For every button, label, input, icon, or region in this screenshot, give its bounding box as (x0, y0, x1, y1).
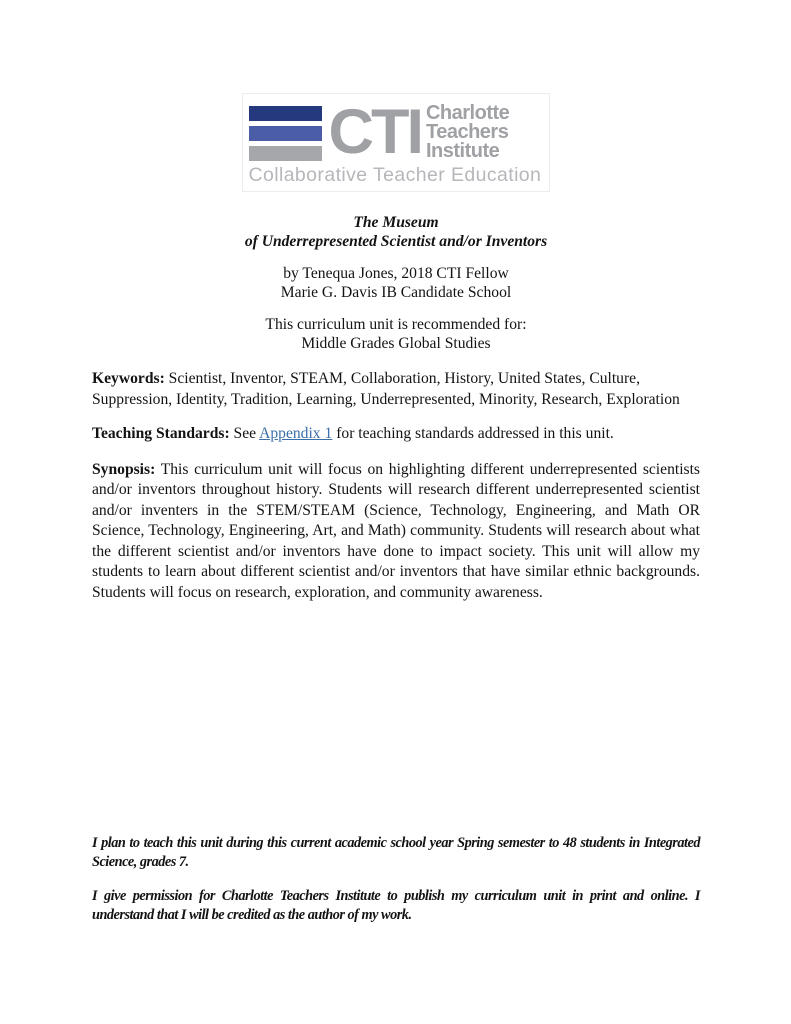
logo-bar-navy (249, 106, 322, 121)
appendix-1-link[interactable]: Appendix 1 (259, 425, 333, 442)
logo-bar-blue (249, 126, 322, 141)
logo-institute-name (426, 100, 509, 161)
teaching-standards-label: Teaching Standards: (92, 425, 230, 442)
byline-school: Marie G. Davis IB Candidate School (280, 283, 512, 301)
unit-title-line2: of Underrepresented Scientist and/or Inventors (244, 233, 548, 250)
cti-logo (242, 93, 550, 192)
publish-permission-note: I give permission for Charlotte Teachers Institute to publish my curriculum unit in print and online. I understand that I will be credited as the author of my work. (92, 888, 700, 923)
unit-title (92, 213, 700, 251)
logo-cti-letters: CTI (328, 97, 421, 167)
byline-author: by Tenequa Jones, 2018 CTI Fellow (283, 265, 509, 282)
recommendation-intro: This curriculum unit is recommended for: (265, 316, 527, 333)
recommendation-subject: Middle Grades Global Studies (301, 334, 491, 352)
teaching-standards-paragraph (92, 424, 700, 445)
byline (92, 265, 700, 302)
logo-bars-icon (249, 100, 322, 161)
synopsis-label: Synopsis: (92, 460, 156, 478)
synopsis-paragraph (92, 460, 700, 604)
unit-title-line1: The Museum (353, 214, 439, 231)
logo-name-line-charlotte: Charlotte (425, 102, 510, 124)
keywords-text: Scientist, Inventor, STEAM, Collaboration, History, United States, Culture, Suppression, Identity, Tradition, Learning, Underrepresented, Minority, Research, Exploration (92, 370, 680, 408)
teaching-standards-post: for teaching standards addressed in this unit. (336, 425, 614, 442)
document-body (0, 213, 791, 925)
teaching-standards-pre: See (233, 425, 257, 442)
recommendation-block (92, 316, 700, 353)
logo-name-line-teachers: Teachers (425, 121, 509, 143)
synopsis-text: This curriculum unit will focus on highlighting different underrepresented scientists and/or inventors throughout history. Students will research different underrepresented scientist and/or inventers in the STEM/STEAM (Science, Technology, Engineering, and Math OR Science, Technology, Engineering, Art, and Math) community. Students will research about what the different scientist and/or inventors have done to impact society. This unit will allow my students to learn about different scientist and/or inventors that have similar ethnic backgrounds. Students will focus on research, exploration, and community awareness. (92, 460, 700, 601)
logo-name-line-institute: Institute (425, 140, 500, 162)
cti-logo-top-row (249, 97, 545, 167)
teaching-plan-note: I plan to teach this unit during this current academic school year Spring semester to 48 students in Integrated Science, grades 7. (92, 835, 700, 870)
keywords-paragraph (92, 369, 700, 410)
logo-bar-gray (249, 146, 322, 161)
logo-tagline: Collaborative Teacher Education (248, 164, 542, 186)
keywords-label: Keywords: (92, 370, 165, 387)
